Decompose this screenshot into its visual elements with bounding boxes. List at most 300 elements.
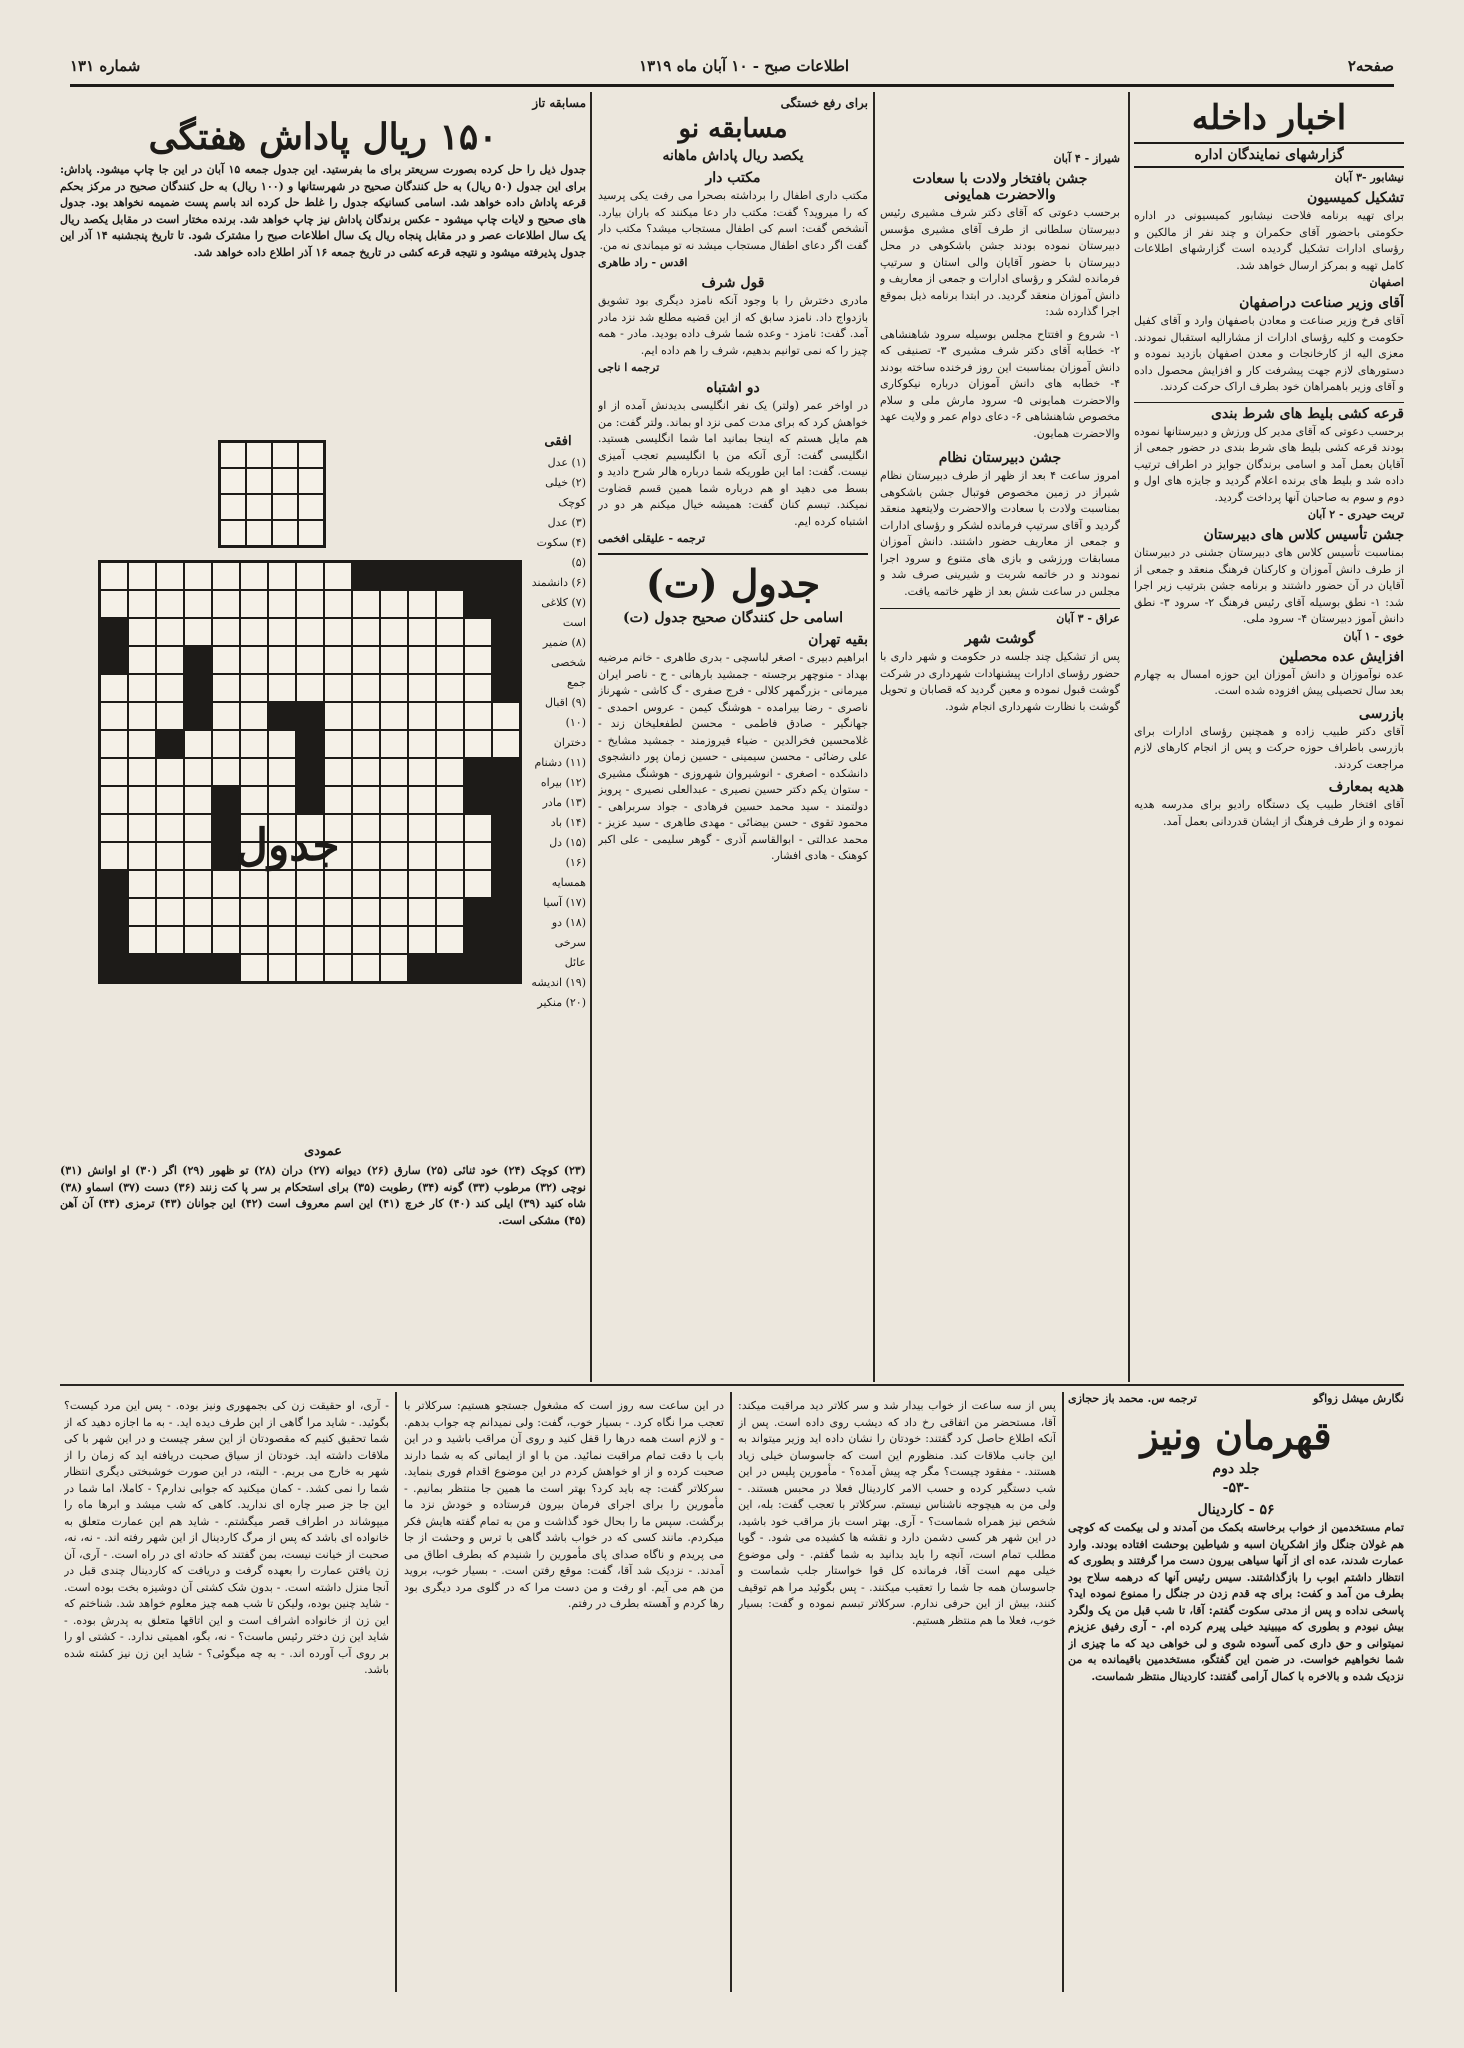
across-head: افقی (544, 434, 572, 449)
grid-cell (212, 730, 240, 758)
puzzle-intro: جدول ذیل را حل کرده بصورت سریعتر برای ما بفرستید. این جدول جمعه ۱۵ آبان در این جا چاپ میشود. پاداش: برای این جدول (۵۰ ریال) به حل کنندگان صحیح در شهرستانها و (۱۰۰ ریال) به حل کنندگان صحیح در مرکز بحکم قرعه پاداش داده خواهد شد. اسامی کسانیکه جدول را غلط حل کرده اند باسم پست ضمیمه نخواهد بود. جدول های صحیح و لایات چاپ میشود - عکس برندگان پاداش نیز چاپ خواهد شد. برنده مختار است در مقابل یکصد ریال یک سال اطلاعات عصر و در مقابل پنجاه ریال یک سال اطلاعات صبح را مشترک شود. تا تاریخ پنجشنبه ۱۴ آذر این جدول پذیرفته میشود و نتیجه قرعه کشی در تاریخ جمعه ۱۶ آذر اطلاع داده خواهد شد. (60, 163, 586, 259)
column-rule (873, 92, 875, 1382)
issue-label: شماره ۱۳۱ (70, 57, 141, 75)
grid-cell (408, 674, 436, 702)
grid-cell (128, 926, 156, 954)
serial-body: - آری، او حقیقت زن کی بجمهوری ونیز بوده. - پس این مرد کیست؟ بگوئید. - شاید مرا گاهی از این طرف دیده اید. - به ما اجازه دهید که از شما تحقیق کنیم که مقصودتان از این سفر چیست و در این شهر با کی ملاقات داشته اید. خودتان از سیاق صحبت دریافته اید که زمان را از شهر به خارج می بریم. - البته، در این صورت خوشبختی دیگری انتظار شما را نمی کشد. - کمان میکنید که جوابی ندارم؟ - کاملا، اما شما در این جا جز صبر چاره ای ندارید. کاهی که شب میشد و ابرها ماه را میپوشاند در اطراف قصر میگشتم. - شاید هم این عمارت متعلق به خانواده ای باشد که پس از مرگ کاردینال از این شهر رفته اند. - نه، نه، صحبت از خیانت نیست، بمن گفتند که حادثه ای در راه است. - آری، آن زن یافتن عمارت را بعهده گرفت و دریافت که کاردینال چندی قبل در آنجا منزل داشته است. - بدون شک کشتی آن دوشیزه بخت بوده است. - شاید چنین بوده، ولیکن تا شب همه چیز معلوم خواهد شد. شناختم که این زن از خانواده اشراف است و این اتاقها متعلق به پدرش بوده. - شاید این زن دختر رئیس ماست؟ - نه، بگو، اهمیتی ندارد. - کشتی او را بر روی آب آورده اند. - به چه میگوئی؟ - شاید این زن نیز کشته شده باشد. (64, 1399, 389, 1676)
grid-cell (240, 562, 268, 590)
grid-cell (128, 954, 156, 982)
grid-cell (436, 590, 464, 618)
grid-cell (156, 702, 184, 730)
grid-cell (212, 926, 240, 954)
grid-cell (212, 898, 240, 926)
grid-cell (128, 646, 156, 674)
grid-cell (436, 730, 464, 758)
grid-cell (380, 702, 408, 730)
news-item (1134, 706, 1404, 774)
paper-date: اطلاعات صبح - ۱۰ آبان ماه ۱۳۱۹ (639, 57, 850, 75)
grid-cell (408, 926, 436, 954)
grid-cell (436, 646, 464, 674)
grid-cell (156, 814, 184, 842)
grid-cell (324, 674, 352, 702)
grid-cell (408, 814, 436, 842)
grid-cell (352, 674, 380, 702)
crossword-grid (98, 560, 522, 984)
grid-cell (128, 562, 156, 590)
news-item (1134, 508, 1404, 628)
grid-cell (268, 954, 296, 982)
grid-cell (100, 590, 128, 618)
story-body: مکتب داری اطفال را برداشته بصحرا می رفت یکی پرسید که را میروید؟ گفت: مکتب دار دعا میکنند که باران بیارد. آنشخص گفت: اسم کی اطفال مستجاب میشد؟ مکتب دار گفت اگر دعای اطفال مستجاب میشد نه تو میماندی نه من. (598, 189, 868, 252)
grid-cell (268, 618, 296, 646)
news-headline: جشن تأسیس کلاس های دبیرستان (1203, 527, 1404, 543)
grid-cell (436, 562, 464, 590)
section-rule (60, 1384, 1404, 1386)
grid-cell (492, 786, 520, 814)
grid-cell (464, 562, 492, 590)
column-rule (1128, 92, 1130, 1382)
grid-cell (380, 926, 408, 954)
news-headline: قرعه کشی بلیط های شرط بندی (1134, 402, 1404, 422)
grid-cell (408, 618, 436, 646)
column-rule (1062, 1392, 1064, 1992)
grid-cell (380, 842, 408, 870)
grid-cell (156, 870, 184, 898)
grid-cell (156, 562, 184, 590)
serial-continued (64, 1398, 389, 1992)
clue-item: (۱۹) اندیشه (531, 976, 586, 989)
news-body: عده نوآموزان و دانش آموزان این حوزه امسال به چهارم بعد سال تحصیلی پیش افزوده شده است. (1134, 667, 1404, 697)
grid-cell (436, 842, 464, 870)
grid-cell (464, 618, 492, 646)
serial-body: تمام مستخدمین از خواب برخاسته بکمک من آمدند و لی بیکمت که کوچی هم غولان جنگل واز اشکریان اسبه و شیاطین بوحشت افتاده بودند. وارد عمارت شدند، عده ای از آنها سیاهی بیرون دست مرا گرفتند و بطوری که انتظار داشتم ابوب را بازگذاشتند. سیس رئیس آنها که درهمه سلاح بود بطرف من آمد و کفت: برای چه قدم زدن در جنگل را ممنوع نموده اید؟ پاسخی نداده و پس از مدتی سکوت گفتم: آقا، تا شب قبل من یک ولگرد بیش نبودم و بطوری که میبینید خیلی پیرم کرده ام. - آری رفیق عزیزم نمیتوانی و حق داری کمی آسوده شوی و لی خواهی دید که ما چیزی از شما نخواهیم خواست. در ضمن این گفتگو، مستخدمین باقیمانده به من نزدیک شده و بالاخره با کمال آرامی گفتند: کاردینال منتظر شماست. (1068, 1521, 1404, 1683)
grid-cell (184, 618, 212, 646)
grid-cell (212, 618, 240, 646)
story-author: ترجمه ا ناجی (598, 361, 660, 374)
news-headline: افزایش عده محصلین (1279, 648, 1404, 665)
grid-cell (184, 954, 212, 982)
grid-cell (100, 730, 128, 758)
grid-cell (352, 926, 380, 954)
grid-cell (380, 590, 408, 618)
grid-cell (296, 562, 324, 590)
grid-cell (464, 758, 492, 786)
grid-cell (156, 842, 184, 870)
grid-cell (156, 898, 184, 926)
grid-cell (464, 786, 492, 814)
serial-kicker: نگارش میشل زواگو (1313, 1392, 1404, 1405)
news-headline: جشن دبیرستان نظام (938, 450, 1062, 466)
story-body: در اواخر عمر (ولتر) یک نفر انگلیسی بدیدنش آمده از او خواهش کرد که برای مدت کمی نزد او بماند. ولتر گفت: من هم مایل هستم که اینجا بمانید اما شما انگلیسی هستید. انگلیسی گفت: آری آنکه من با انگلیسیم تعجب آمیزی نیست. گفت: اما این طوریکه شما درباره هالر شرح دادید و بسط می دهید او هم درباره شما همین قسم قضاوت نمیکند. تبسم کنان گفت: همیشه خیال میکنم هر دو در اشتباه کرده ایم. (598, 399, 868, 528)
grid-cell (184, 898, 212, 926)
grid-cell (464, 954, 492, 982)
grid-cell (492, 842, 520, 870)
grid-cell (408, 646, 436, 674)
grid-cell (464, 842, 492, 870)
grid-cell (296, 590, 324, 618)
contest-title: مسابقه نو (678, 114, 788, 144)
grid-cell (324, 870, 352, 898)
grid-cell (184, 562, 212, 590)
grid-cell (240, 786, 268, 814)
grid-cell (352, 730, 380, 758)
grid-cell (492, 926, 520, 954)
news-headline: بازرسی (1358, 705, 1404, 722)
grid-cell (492, 618, 520, 646)
news-body: پس از تشکیل چند جلسه در حکومت و شهر داری با حضور رؤسای ادارات پیشنهادات شهرداری در شرکت گوشت قبول نموده و معین گردید که قصابان و تحویل گوشت با نظارت شهرداری انجام شود. (880, 650, 1120, 713)
grid-cell (184, 646, 212, 674)
clue-item: (۱۸) دو سرخی عائل (551, 916, 586, 969)
grid-cell (240, 674, 268, 702)
grid-cell (156, 618, 184, 646)
grid-cell (240, 702, 268, 730)
grid-cell (240, 870, 268, 898)
grid-cell (296, 758, 324, 786)
serial-body: پس از سه ساعت از خواب بیدار شد و سر کلاتر دید مراقبت میکند: آقا، مستحضر من اتفاقی رخ داد که دیشب روی داده است. پس از آنکه اطلاع حاصل کرد گفتند: خودتان را نشان داده اید وزیر میتواند به این جانب ملاقات کند. منظورم این است که جاسوسان خیلی زیاد هستند. - مفقود چیست؟ مگر چه پیش آمده؟ - مأمورین پلیس در این شب دستگیر کرده و حسب الامر کاردینال فعلا در محبس هستند. - ولی من به هیچوجه ناشناس نیستم. سرکلاتر با تعجب گفت: بله، این شخص نیز همراه شماست؟ - آری. بهتر است باز مراقب خود باشید، در این شهر هر کسی دشمن دارد و نقشه ها کشیده می شود. - گویا مطلب تمام است، آنچه را باید بدانید به شما گفتم. - ولی موضوع خیلی مهم است آقا، فرمانده کل قوا خواستار جلب شماست و جاسوسان همه جا شما را تعقیب میکنند. - پس بگوئید مرا هم توقیف کنند، بیش از این حرفی ندارم. سرکلاتر تبسم نموده و گفت: بسیار خوب، فعلا ما هم منتظر هستیم. (738, 1399, 1056, 1627)
grid-cell (100, 814, 128, 842)
grid-cell (240, 758, 268, 786)
grid-cell (464, 814, 492, 842)
grid-cell (268, 562, 296, 590)
news-body: آقای افتخار طبیب یک دستگاه رادیو برای مدرسه هدیه نموده و از طرف فرهنگ از ایشان قدردانی بعمل آمد. (1134, 798, 1404, 828)
section-title: اخبار داخله (1191, 98, 1347, 138)
grid-cell (408, 730, 436, 758)
grid-cell (296, 786, 324, 814)
grid-cell (436, 814, 464, 842)
news-item (1134, 779, 1404, 830)
grid-cell (352, 618, 380, 646)
grid-cell (240, 954, 268, 982)
serial-volume: جلد دوم (1212, 1461, 1260, 1477)
grid-cell (380, 646, 408, 674)
news-body: بمناسبت تأسیس کلاس های دبیرستان جشنی در دبیرستان از طرف دانش آموزان و کارکنان فرهنگ منعقد و جمعی از آقایان در آن حضور داشتند و برنامه جشن بترتیب زیر اجرا شد: ۱- نطق بوسیله آقای رئیس فرهنگ ۲- سرود ۳- نطق دانش آموز دبیرستان ۴- سرود ملی. (1134, 546, 1404, 625)
clue-item: (۱۷) آسیا (543, 896, 586, 909)
story-author: اقدس - راد طاهری (598, 256, 688, 269)
news-headline: جشن بافتخار ولادت با سعادت والاحضرت همایونی (912, 171, 1088, 203)
grid-cell (128, 590, 156, 618)
grid-cell (156, 590, 184, 618)
grid-cell (352, 814, 380, 842)
grid-cell (184, 674, 212, 702)
grid-cell (212, 562, 240, 590)
column-rule (395, 1392, 397, 1992)
column-rule (730, 1392, 732, 1992)
grid-cell (492, 814, 520, 842)
grid-cell (100, 562, 128, 590)
dateline: نیشابور -۳ آبان (1334, 171, 1404, 184)
news-headline: هدیه بمعارف (1328, 779, 1404, 795)
grid-cell (296, 618, 324, 646)
news-body: آقای دکتر طبیب زاده و همچنین رؤسای ادارات برای بازرسی باطراف حوزه حرکت و پس از انجام کارهای لازم مراجعت کردند. (1134, 724, 1404, 771)
grid-cell (100, 674, 128, 702)
clue-item: (۱۲) بیراه (۱۳) مادر (540, 776, 586, 809)
dateline: عراق - ۳ آبان (880, 608, 1120, 625)
grid-cell (128, 870, 156, 898)
news-body: آقای فرخ وزیر صناعت و معادن باصفهان وارد و آقای کفیل حکومت و کلیه رؤسای ادارات از مشارالیه استقبال نمودند. معزی الیه از کارخانجات و معدن اصفهان بازدید نموده و دستورهای لازم جهت پیشرفت کار و افزایش محصول داده و آقای وزیر باهمراهان خود بطرف اراک حرکت کردند. (1134, 314, 1404, 393)
grid-cell (492, 674, 520, 702)
grid-cell (156, 954, 184, 982)
dateline: شیراز - ۴ آبان (1053, 152, 1120, 165)
grid-cell (268, 646, 296, 674)
grid-cell (464, 870, 492, 898)
story-author: ترجمه - علیقلی افخمی (598, 532, 706, 545)
grid-cell (128, 814, 156, 842)
grid-cell (128, 674, 156, 702)
serial-continued (738, 1398, 1056, 1992)
grid-cell (212, 590, 240, 618)
grid-cell (380, 758, 408, 786)
grid-cell (352, 590, 380, 618)
masthead (70, 52, 1394, 87)
grid-cell (212, 954, 240, 982)
domestic-news-column (1134, 92, 1404, 1382)
grid-cell (324, 954, 352, 982)
grid-cell (128, 730, 156, 758)
grid-cell (352, 870, 380, 898)
grid-cell (296, 926, 324, 954)
clue-item: (۱۴) باد (۱۵) دل (549, 816, 586, 849)
grid-cell (380, 562, 408, 590)
grid-cell (492, 954, 520, 982)
grid-cell (240, 618, 268, 646)
jadval-title: جدول (ت) (645, 561, 821, 606)
contest-column (598, 92, 868, 1382)
serial-column (1068, 1392, 1404, 1992)
across-clues (530, 430, 586, 1130)
grid-cell (100, 646, 128, 674)
grid-cell (352, 758, 380, 786)
reporters-title: گزارشهای نمایندگان اداره (1134, 142, 1404, 168)
grid-cell (324, 562, 352, 590)
grid-cell (352, 646, 380, 674)
grid-cell (268, 702, 296, 730)
clue-item: (۲۰) منکیر (537, 996, 586, 1009)
grid-cell (324, 730, 352, 758)
grid-cell (184, 814, 212, 842)
grid-cell (212, 786, 240, 814)
news-body: برحسب دعوتی که آقای دکتر شرف مشیری رئیس دبیرستان سلطانی از طرف آقای مشیری مؤسس دبیرستان نموده بودند جشن باشکوهی در محل دبیرستان با حضور آقایان والی استان و سرتیپ فرمانده لشکر و رؤسای ادارات و جمعی از معاریف و دانش آموزان منعقد گردید. در ابتدا برنامه ذیل بموقع اجرا گذارده شد: (880, 206, 1120, 318)
grid-cell (464, 702, 492, 730)
grid-cell (128, 618, 156, 646)
clue-item: (۱) عدل (۲) خیلی کوچک (545, 456, 586, 509)
kicker: مسابقه تاز (532, 96, 586, 110)
puzzle-title: ۱۵۰ ریال پاداش هفتگی (148, 116, 498, 158)
grid-cell (128, 702, 156, 730)
grid-cell (408, 786, 436, 814)
grid-cell (436, 786, 464, 814)
grid-cell (100, 926, 128, 954)
grid-cell (324, 898, 352, 926)
grid-cell (268, 674, 296, 702)
serial-part: -۵۳- (1222, 1480, 1250, 1496)
down-clue-text: (۲۳) کوچک (۲۴) خود ثنائی (۲۵) سارق (۲۶) دیوانه (۲۷) دران (۲۸) تو ظهور (۲۹) اگر (۳۰) او اوانش (۳۱) نوچی (۳۲) مرطوب (۳۳) گونه (۳۴) رطوبت (۳۵) برای استحکام بر سر پا کت زنند (۳۶) دست (۳۷) اسماو (۳۸) شاه کنید (۳۹) ایلی کند (۴۰) کار خرچ (۴۱) این اسم معروف است (۴۲) این جوانان (۴۳) ترمزی (۴۴) آن آهن (۴۵) مشکی است. (60, 1164, 586, 1227)
grid-cell (240, 926, 268, 954)
grid-cell (296, 730, 324, 758)
grid-cell (100, 786, 128, 814)
story-title: قول شرف (701, 275, 765, 291)
grid-cell (352, 954, 380, 982)
news-body: امروز ساعت ۴ بعد از ظهر از طرف دبیرستان نظام شیراز در زمین مخصوص فوتبال جشن باشکوهی بمناسبت ولادت با سعادت والاحضرت ولایتعهد منعقد گردید و آقای سرتیپ فرمانده لشکر و رؤسای ادارات و جمعی از معاریف حضور داشتند. دانش آموزان مسابقات ورزشی و بازی های متنوع و سرود اجرا نمودند و در خاتمه شربت و شیرینی صرف شد و مجلس در ساعت شش بعد از ظهر خاتمه یافت. (880, 469, 1120, 598)
grid-cell (296, 674, 324, 702)
serial-title: قهرمان ونیز (1140, 1413, 1332, 1458)
news-body: برحسب دعوتی که آقای مدیر کل ورزش و دبیرستانها نموده بودند قرعه کشی بلیط های شرط بندی در حضور جمعی از آقایان بعمل آمد و اسامی برندگان جوایز در اطراف ترتیب داده شد و بلیط های برنده اعلام گردید و جایزه های اول و دوم و سوم به صاحبان آنها پرداخت گردید. (1134, 424, 1404, 504)
grid-cell (268, 870, 296, 898)
grid-cell (408, 562, 436, 590)
story-title: مکتب دار (705, 170, 761, 186)
news-item (1134, 171, 1404, 274)
grid-cell (380, 954, 408, 982)
grid-cell (408, 842, 436, 870)
grid-cell (436, 954, 464, 982)
grid-cell (464, 646, 492, 674)
news-headline: تشکیل کمیسیون (1306, 190, 1404, 206)
grid-cell (156, 730, 184, 758)
news-item (1134, 630, 1404, 700)
clue-item: (۱۶) همسایه (551, 856, 586, 889)
grid-cell (268, 926, 296, 954)
grid-cell (380, 786, 408, 814)
shiraz-news-column (880, 150, 1120, 1380)
story-title: دو اشتباه (706, 380, 760, 396)
grid-cell (492, 646, 520, 674)
grid-cell (296, 702, 324, 730)
grid-cell (492, 730, 520, 758)
grid-cell (380, 618, 408, 646)
grid-cell (100, 758, 128, 786)
grid-cell (128, 842, 156, 870)
clue-item: (۸) ضمیر شخصی جمع (542, 636, 586, 689)
grid-cell (296, 870, 324, 898)
grid-cell (184, 926, 212, 954)
grid-cell (352, 786, 380, 814)
dateline: اصفهان (1369, 276, 1404, 289)
grid-cell (408, 954, 436, 982)
clue-item: (۹) اقبال (۱۰) دختران (545, 696, 586, 749)
clue-item: (۳) عدل (۴) سکوت (۵) (536, 516, 586, 569)
grid-cell (184, 870, 212, 898)
clue-item: (۱۱) دشنام (534, 756, 586, 769)
grid-cell (156, 758, 184, 786)
news-headline: گوشت شهر (964, 631, 1036, 647)
grid-cell (380, 814, 408, 842)
grid-cell (156, 674, 184, 702)
grid-cell (380, 898, 408, 926)
grid-cell (464, 926, 492, 954)
grid-cell (184, 730, 212, 758)
serial-body: در این ساعت سه روز است که مشغول جستجو هستیم: سرکلاتر با تعجب مرا نگاه کرد. - بسیار خوب، گفت: ولی نمیدانم چه جواب بدهم. - و لازم است همه درها را قفل کنید و روی آن مراقب باشید و در این باب با دقت تمام مراقبت نمائید. من با او از ایمانی که به شما دارند صحبت کرده و از او خواهش کردم در این موضوع اقدام فوری بنماید. سرکلاتر گفت: چه باید کرد؟ بهتر است ما همین جا منتظر بمانیم. - مأمورین را برای اجرای فرمان بیرون فرستاده و خودش نزد ما برگشت. سپس ما را بحال خود گذاشت و من به تمام گفته هایش فکر میکردم. مانند کسی که در خواب باشد گاهی با ترس و وحشت از جا می پریدم و ناگاه صدای پای مأمورین را شنیدم که بطرف اطاق می آمدند. - نزدیک شد آقا، گفت: موقع رفتن است. - بسیار خوب، بروید من هم می آیم. او رفت و من دست مرا که در گلوی مرد دیگری بود رها کردم و آهسته بطرف در رفتم. (404, 1399, 724, 1610)
contest-subtitle: یکصد ریال پاداش ماهانه (662, 148, 804, 164)
grid-cell (324, 786, 352, 814)
grid-cell (408, 870, 436, 898)
grid-cell (436, 926, 464, 954)
program-list: ۱- شروع و افتتاح مجلس بوسیله سرود شاهنشاهی ۲- خطابه آقای دکتر شرف مشیری ۳- تصنیفی که دانش آموزان بمناسبت این روز فرخنده ساخته بودند ۴- خطابه های دانش آموزان درباره نیکوکاری والاحضرت همایونی ۵- سرود مارش ملی و سلام مخصوص شاهنشاهی ۶- دعای دوام عمر و ولایت عهد والاحضرت همایون. (880, 327, 1120, 440)
grid-cell (492, 898, 520, 926)
grid-cell (436, 898, 464, 926)
small-grid (218, 440, 326, 548)
grid-cell (492, 562, 520, 590)
grid-cell (436, 870, 464, 898)
grid-cell (408, 758, 436, 786)
grid-cell (212, 674, 240, 702)
grid-cell (324, 618, 352, 646)
grid-cell (240, 590, 268, 618)
grid-cell (464, 590, 492, 618)
grid-cell (212, 646, 240, 674)
chapter-title: ۵۶ - کاردینال (1197, 1502, 1275, 1518)
grid-cell (184, 786, 212, 814)
grid-cell (324, 926, 352, 954)
grid-cell (100, 618, 128, 646)
grid-cell (184, 842, 212, 870)
column-rule (590, 92, 592, 1382)
grid-cell (324, 646, 352, 674)
news-item (1134, 276, 1404, 396)
grid-cell (100, 842, 128, 870)
grid-cell (408, 702, 436, 730)
grid-cell (184, 590, 212, 618)
grid-cell (492, 702, 520, 730)
news-headline: آقای وزیر صناعت دراصفهان (1239, 295, 1404, 311)
grid-cell (100, 702, 128, 730)
serial-translator: ترجمه س. محمد باز حجازی (1068, 1392, 1197, 1405)
grid-cell (464, 674, 492, 702)
page-label: صفحه۲ (1347, 57, 1394, 75)
grid-cell (240, 898, 268, 926)
grid-cell (128, 898, 156, 926)
grid-cell (436, 618, 464, 646)
grid-cell (212, 702, 240, 730)
story-body: مادری دخترش را با وجود آنکه نامزد دیگری بود تشویق بازدواج داد. نامزد سابق که از این قضیه مطلع شد نزد مادر آمد. گفت: نامزد - وعده شما شرف داده بودید. مادر - همه چیز را که نمی توانیم بدهیم، شرف را هم داده ایم. (598, 294, 868, 357)
grid-cell (128, 786, 156, 814)
grid-cell (296, 954, 324, 982)
grid-cell (380, 730, 408, 758)
grid-cell (352, 562, 380, 590)
grid-cell (324, 758, 352, 786)
grid-cell (380, 870, 408, 898)
grid-cell (100, 898, 128, 926)
grid-cell (352, 842, 380, 870)
news-item (1134, 402, 1404, 507)
grid-cell (156, 926, 184, 954)
grid-cell (464, 730, 492, 758)
grid-cell (324, 702, 352, 730)
grid-cell (212, 758, 240, 786)
grid-cell (492, 758, 520, 786)
clue-list (530, 453, 586, 1013)
grid-cell (352, 898, 380, 926)
grid-cell (212, 870, 240, 898)
grid-cell (492, 870, 520, 898)
grid-cell (268, 730, 296, 758)
serial-continued (404, 1398, 724, 1992)
down-clues (60, 1140, 586, 1380)
grid-cell (352, 702, 380, 730)
grid-cell (128, 758, 156, 786)
grid-cell (324, 590, 352, 618)
grid-cell (184, 758, 212, 786)
grid-cell (100, 870, 128, 898)
solvers-title: اسامی حل کنندگان صحیح جدول (ت) (623, 610, 843, 626)
grid-cell (296, 898, 324, 926)
grid-cell (464, 898, 492, 926)
grid-cell (436, 758, 464, 786)
grid-cell (408, 898, 436, 926)
grid-title: جدول (236, 820, 340, 871)
solvers-city: بقیه تهران (808, 632, 868, 648)
solvers-list: ابراهیم دبیری - اصغر لباسچی - بدری طاهری - خانم مرضیه بهداد - منوچهر برجسته - جمشید بارهانی - ح - ناصر ایران میرمانی - بزرگمهر کلالی - فرج صفری - گ کاشی - شهرناز ناصری - رضا بیرامده - هوشنگ کیمن - عروس احمدی - جهانگیر - صادق فاطمی - محسن لطفعلیخان زند - غلامحسین فخرالدین - ضیاء فیروزمند - جمشید مشایخ - علی رضائی - محسن سیمینی - حسین زمان پور دانشجوی دانشکده - اصغری - انوشیروان شهروزی - هوشنگ مشیری - ستوان یکم دکتر حسین نصیری - عبدالعلی نصیری - پرویز دولتمند - سید محمد حسین فرهادی - جواد سربراهی - محمود تقوی - حسن بیضائی - مهدی طاهری - سید عزیز - محمد عدالتی - ابوالقاسم آذری - گوهر سلیمی - علی اکبر کوهنک - هادی افشار. (598, 651, 868, 862)
grid-cell (156, 786, 184, 814)
grid-cell (240, 730, 268, 758)
